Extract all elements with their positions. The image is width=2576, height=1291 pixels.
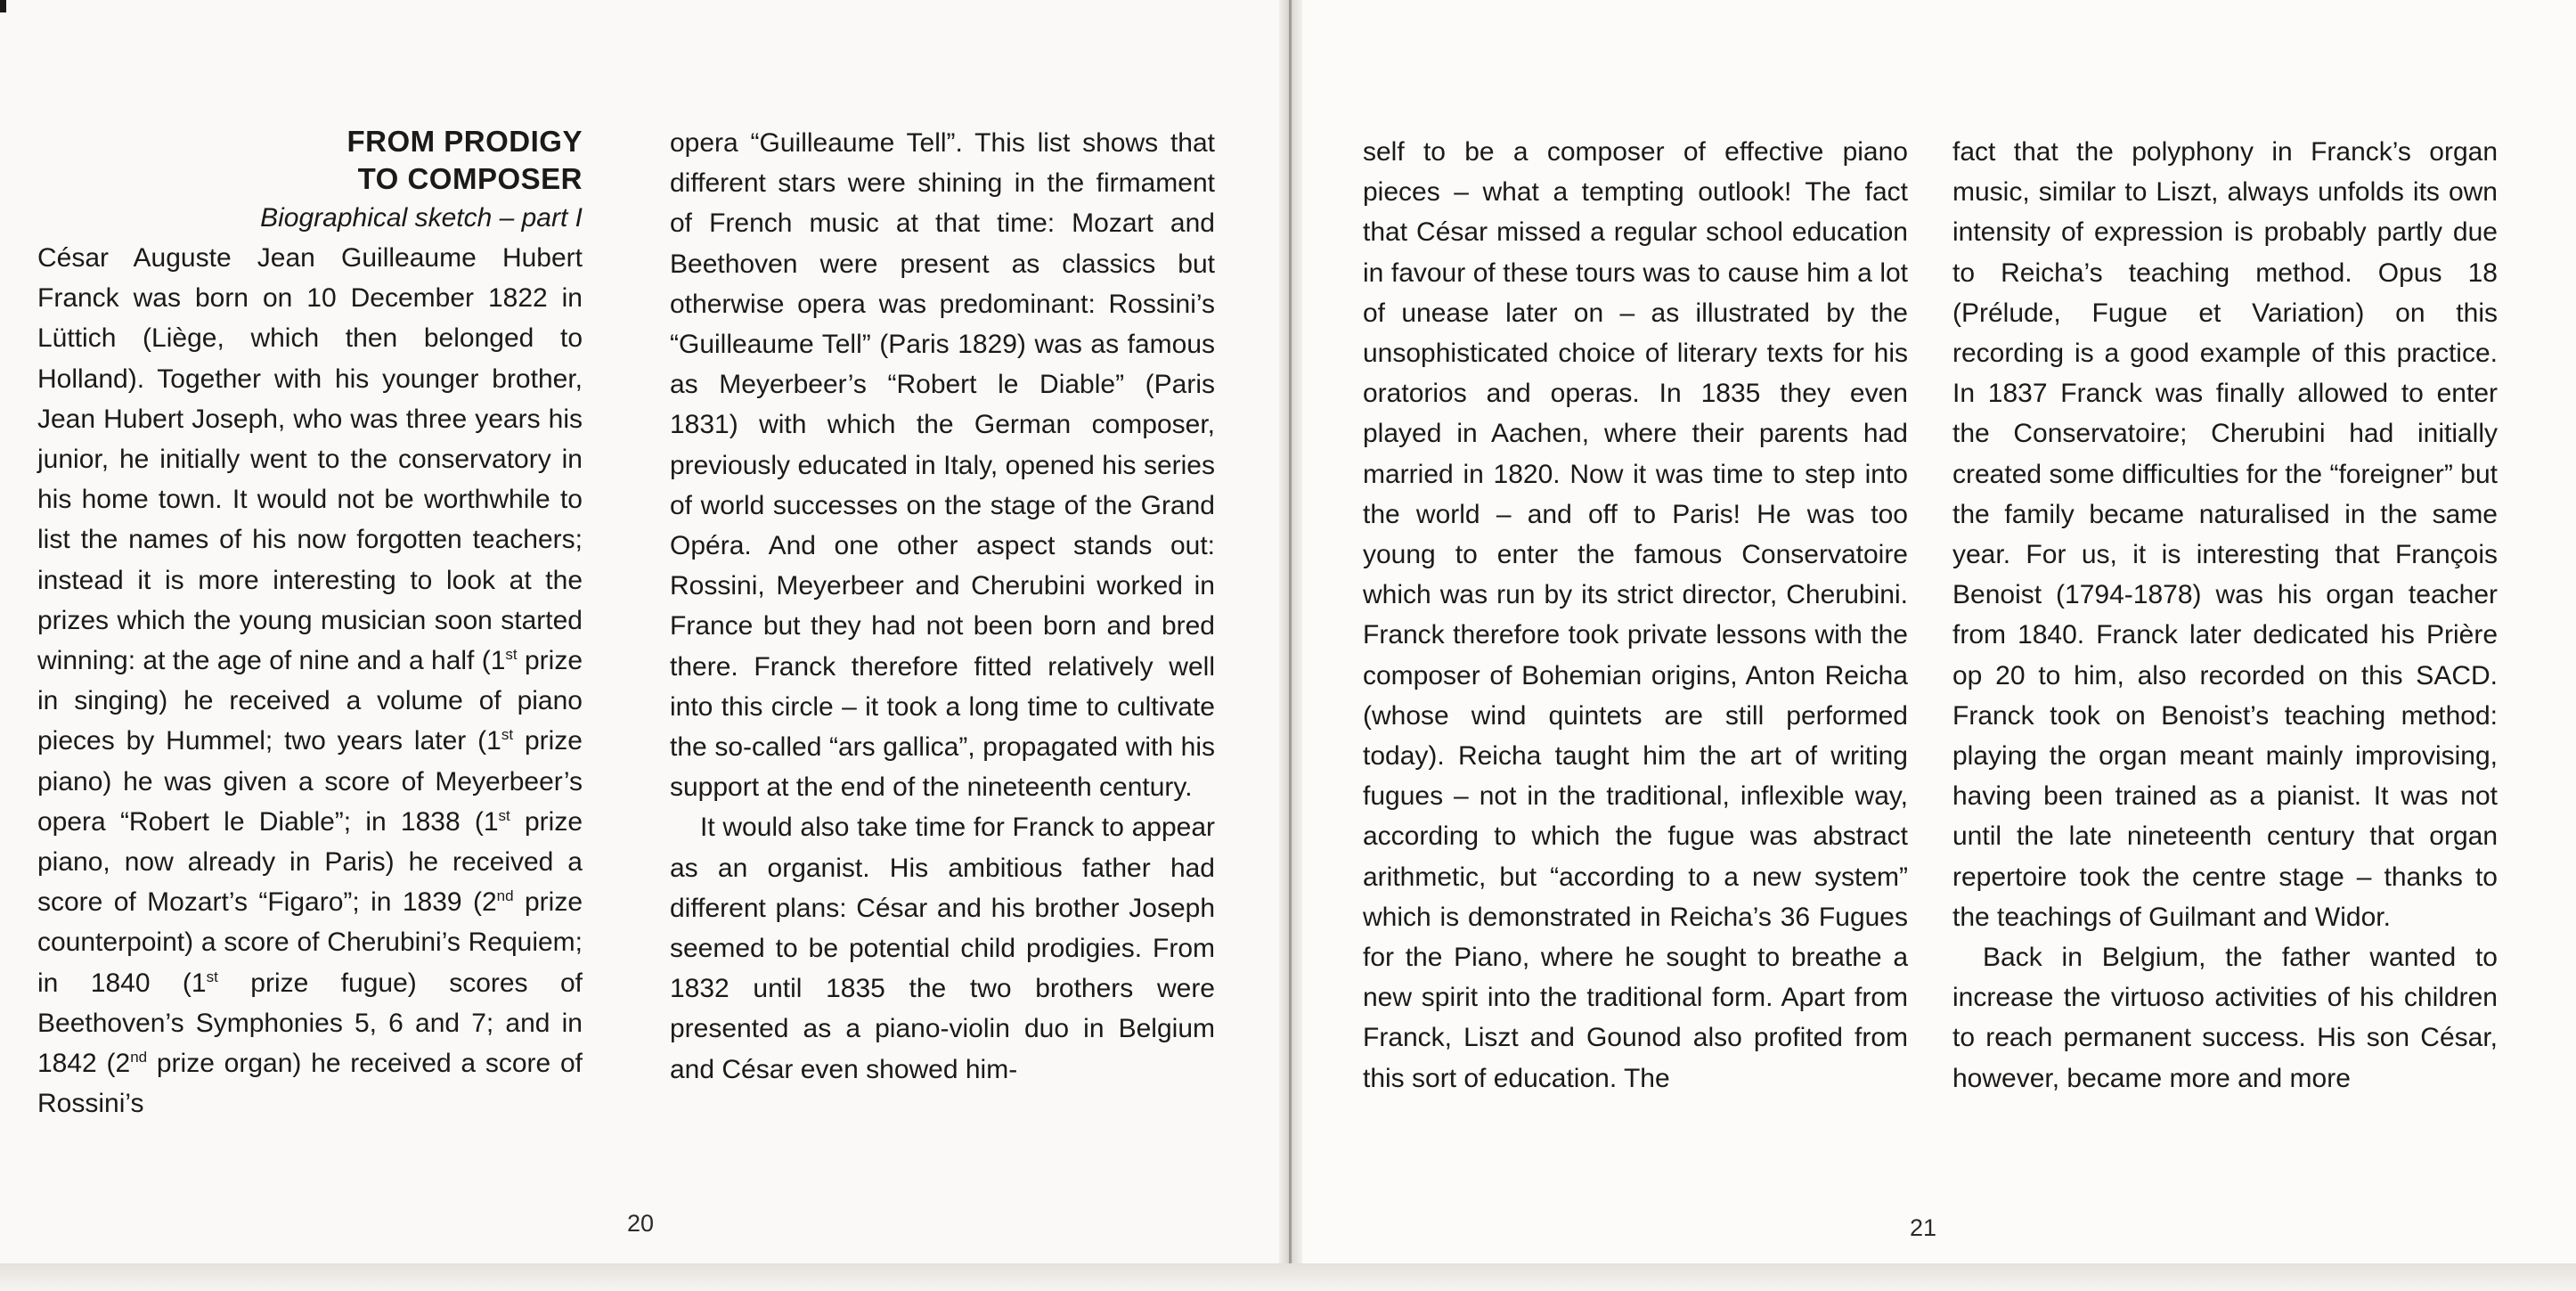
text-run: prize fugue) scores of Beethoven’s Symphonies 5, 6 and 7; and in 1842 (2 bbox=[37, 968, 583, 1079]
text-run: prize in singing) he received a volume of piano pieces by Hummel; two years later (1 bbox=[37, 646, 583, 756]
text-run: prize piano, now already in Paris) he received a score of Mozart’s “Figaro”; in 1839 (2 bbox=[37, 806, 583, 918]
text-run: César Auguste Jean Guilleaume Hubert Franck was born on 10 December 1822 in Lüttich (Liège, which then belonged to Holland). Together with his younger brother, Jean Hubert Joseph, who was three years his junior, he initially went to the conservatory in his home town. It would not be worthwhile to list the names of his now forgotten teachers; instead it is more interesting to look at the prizes which the young musician soon started winning: at the age of nine and a half (1 bbox=[37, 243, 583, 676]
ordinal-suffix: st bbox=[206, 968, 218, 985]
text-run: prize organ) he received a score of Rossini’s bbox=[37, 1049, 583, 1119]
heading-line-1: FROM PRODIGY bbox=[346, 125, 583, 158]
heading-line-2: TO COMPOSER bbox=[357, 162, 583, 195]
text-column-2 bbox=[670, 123, 1215, 1090]
ordinal-suffix: nd bbox=[130, 1049, 148, 1066]
ordinal-suffix: st bbox=[501, 726, 514, 744]
text-column-3 bbox=[1363, 132, 1908, 1099]
paragraph: fact that the polyphony in Franck’s organ music, similar to Liszt, always unfolds its own intensity of expression is probably partly due to Reicha’s teaching method. Opus 18 (Prélude, Fugue et Variation) on this recording is a good example of this practice. In 1837 Franck was finally allowed to enter the Conservatoire; Cherubini had initially created some difficulties for the “foreigner” but the family became naturalised in the same year. For us, it is interesting that François Benoist (1794-1878) was his organ teacher from 1840. Franck later dedicated his Prière op 20 to him, also recorded on this SACD. Franck took on Benoist’s teaching method: playing the organ meant mainly improvising, having been trained as a pianist. It was not until the late nineteenth century that organ repertoire took the centre stage – thanks to the teachings of Guilmant and Widor. bbox=[1952, 137, 2498, 932]
ordinal-suffix: nd bbox=[496, 887, 514, 905]
paragraph: It would also take time for Franck to appear as an organist. His ambitious father had different plans: César and his brother Joseph seemed to be potential child prodigies. From 1832 until 1835 the two brothers were presented as a piano-violin duo in Belgium and César even showed him- bbox=[670, 813, 1215, 1084]
text-run: prize counterpoint) a score of Cherubini’s Requiem; in 1840 (1 bbox=[37, 887, 583, 998]
gutter-fold bbox=[1289, 0, 1292, 1265]
page-number-left: 20 bbox=[627, 1210, 655, 1237]
article-subheading: Biographical sketch – part I bbox=[260, 203, 583, 233]
page-bottom-edge bbox=[0, 1263, 2576, 1291]
paragraph: Back in Belgium, the father wanted to increase the virtuoso activities of his children to reach permanent success. His son César, however, became more and more bbox=[1952, 943, 2498, 1093]
text-run: prize piano) he was given a score of Meyerbeer’s opera “Robert le Diable”; in 1838 (1 bbox=[37, 726, 583, 837]
text-column-1 bbox=[37, 123, 583, 1123]
ordinal-suffix: st bbox=[505, 646, 518, 664]
scan-corner-mark bbox=[0, 0, 6, 12]
text-column-4 bbox=[1952, 132, 2498, 1099]
article-heading bbox=[37, 123, 583, 198]
paragraph: opera “Guilleaume Tell”. This list shows that different stars were shining in the firmament of French music at that time: Mozart and Beethoven were present as classics but otherwise opera was predominant: Rossini’s “Guilleaume Tell” (Paris 1829) was as famous as Meyerbeer’s “Robert le Diable” (Paris 1831) with which the German composer, previously educated in Italy, opened his series of world successes on the stage of the Grand Opéra. And one other aspect stands out: Rossini, Meyerbeer and Cherubini worked in France but they had not been born and bred there. Franck therefore fitted relatively well into this circle – it took a long time to cultivate the so-called “ars gallica”, propagated with his support at the end of the nineteenth century. bbox=[670, 128, 1215, 803]
paragraph bbox=[37, 238, 583, 1123]
page-number-right: 21 bbox=[1910, 1214, 1937, 1241]
paragraph: self to be a composer of effective piano pieces – what a tempting outlook! The fact that César missed a regular school education in favour of these tours was to cause him a lot of unease later on – as illustrated by the unsophisticated choice of literary texts for his oratorios and operas. In 1835 they even played in Aachen, where their parents had married in 1820. Now it was time to step into the world – and off to Paris! He was too young to enter the famous Conservatoire which was run by its strict director, Cherubini. Franck therefore took private lessons with the composer of Bohemian origins, Anton Reicha (whose wind quintets are still performed today). Reicha taught him the art of writing fugues – not in the traditional, inflexible way, according to which the fugue was abstract arithmetic, but “according to a new system” which is demonstrated in Reicha’s 36 Fugues for the Piano, where he sought to breathe a new spirit into the traditional form. Apart from Franck, Liszt and Gounod also profited from this sort of education. The bbox=[1363, 137, 1908, 1093]
ordinal-suffix: st bbox=[498, 806, 510, 824]
